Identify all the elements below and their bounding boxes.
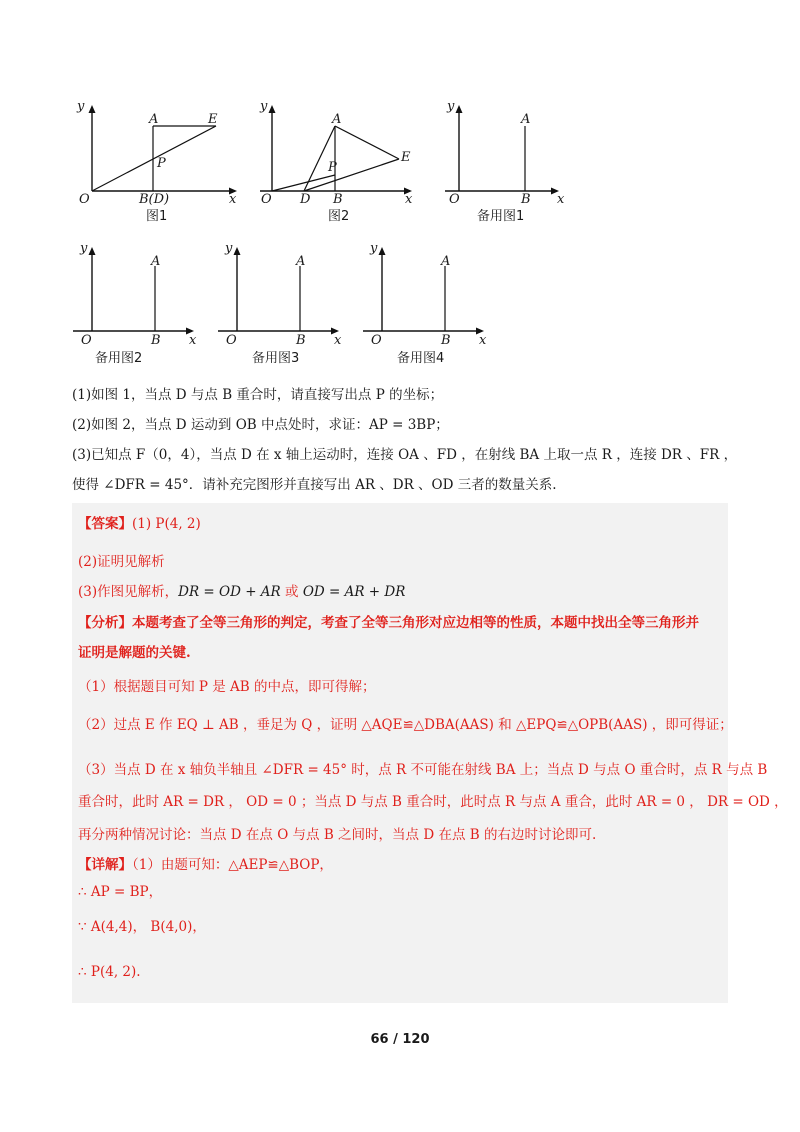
answer-2: (2)证明见解析 [78, 554, 165, 570]
fig5-x-label: x [334, 333, 342, 348]
fig3-b-label: B [521, 192, 531, 207]
figure-1 [65, 95, 245, 230]
fig4-o-label: O [81, 333, 92, 348]
fig6-x-label: x [479, 333, 487, 348]
figure-2 [245, 95, 425, 230]
page-number: 66 / 120 [370, 1032, 430, 1047]
fig1-y-label: y [77, 99, 85, 114]
fig2-e-label: E [401, 150, 411, 165]
fig1-a-label: A [149, 112, 159, 127]
fig2-d-label: D [300, 192, 311, 207]
question-2: (2)如图 2，当点 D 运动到 OB 中点处时，求证：AP = 3BP； [72, 417, 449, 433]
fig3-caption: 备用图1 [477, 209, 525, 224]
fig4-y-label: y [80, 241, 88, 256]
answer-1: (1) P(4, 2) [132, 516, 201, 532]
figure-backup-1 [435, 95, 575, 230]
detail-line-1 [78, 856, 333, 874]
analysis-step-3a: （3）当点 D 在 x 轴负半轴且 ∠DFR = 45° 时，点 R 不可能在射线 BA 上；当点 D 与点 O 重合时，点 R 与点 B [78, 762, 768, 778]
analysis-text-2: 证明是解题的关键. [78, 645, 191, 661]
answer-3-eq2: OD = AR + DR [302, 584, 406, 600]
detail-text-1: （1）由题可知：△AEP≌△BOP， [132, 857, 333, 873]
fig4-a-label: A [151, 254, 161, 269]
analysis-line-1 [78, 614, 699, 632]
fig6-b-label: B [441, 333, 451, 348]
detail-text-2: ∴ AP = BP， [78, 884, 163, 900]
answer-line-1 [78, 515, 201, 533]
fig4-x-label: x [189, 333, 197, 348]
fig1-o-label: O [79, 192, 90, 207]
fig6-y-label: y [370, 241, 378, 256]
fig2-p-label: P [328, 160, 337, 175]
fig3-y-label: y [447, 99, 455, 114]
fig4-caption: 备用图2 [95, 351, 143, 366]
analysis-step-2: （2）过点 E 作 EQ ⊥ AB ，垂足为 Q ，证明 △AQE≌△DBA(AAS) 和 △EPQ≌△OPB(AAS) ，即可得证； [78, 717, 733, 733]
answer-3-or: 或 [285, 584, 299, 600]
question-1: (1)如图 1，当点 D 与点 B 重合时，请直接写出点 P 的坐标； [72, 387, 444, 403]
question-3-line-2: 使得 ∠DFR = 45°．请补充完图形并直接写出 AR 、DR 、OD 三者的数量关系. [72, 477, 557, 493]
fig5-y-label: y [225, 241, 233, 256]
fig6-caption: 备用图4 [397, 351, 445, 366]
detail-label: 【详解】 [78, 857, 132, 873]
answer-3-prefix: (3)作图见解析， [78, 584, 179, 600]
fig5-b-label: B [296, 333, 306, 348]
fig2-x-label: x [405, 192, 413, 207]
fig3-x-label: x [557, 192, 565, 207]
fig1-e-label: E [208, 112, 218, 127]
detail-text-4: ∴ P(4, 2). [78, 964, 141, 980]
fig1-b-label: B(D) [139, 192, 170, 207]
analysis-step-1: （1）根据题目可知 P 是 AB 的中点，即可得解； [78, 679, 376, 695]
fig4-b-label: B [151, 333, 161, 348]
answer-section [72, 503, 788, 1003]
figure-backup-2 [65, 240, 205, 370]
fig1-x-label: x [229, 192, 237, 207]
analysis-step-3c: 再分两种情况讨论：当点 D 在点 O 与点 B 之间时，当点 D 在点 B 的右边时讨论即可. [78, 827, 597, 843]
figure-backup-3 [210, 240, 350, 370]
fig2-y-label: y [260, 99, 268, 114]
analysis-text-1: 本题考查了全等三角形的判定，考查了全等三角形对应边相等的性质，本题中找出全等三角形并 [132, 615, 699, 631]
fig5-a-label: A [296, 254, 306, 269]
fig5-caption: 备用图3 [252, 351, 300, 366]
fig2-o-label: O [261, 192, 272, 207]
fig1-caption: 图1 [146, 209, 168, 224]
fig6-a-label: A [441, 254, 451, 269]
fig2-b-label: B [333, 192, 343, 207]
fig5-o-label: O [226, 333, 237, 348]
question-3-line-1: (3)已知点 F（0，4），当点 D 在 x 轴上运动时，连接 OA 、FD ，在射线 BA 上取一点 R ，连接 DR 、FR ， [72, 447, 738, 463]
analysis-label: 【分析】 [78, 615, 132, 631]
fig3-o-label: O [449, 192, 460, 207]
figure-backup-4 [355, 240, 495, 370]
fig2-caption: 图2 [328, 209, 350, 224]
fig1-p-label: P [157, 156, 166, 171]
detail-text-3: ∵ A(4,4)， B(4,0)， [78, 919, 206, 935]
answer-3-eq1: DR = OD + AR [178, 584, 281, 600]
analysis-step-3b: 重合时，此时 AR = DR ， OD = 0 ；当点 D 与点 B 重合时，此时点 R 与点 A 重合，此时 AR = 0 ， DR = OD ， [78, 794, 788, 810]
answer-line-3 [78, 583, 405, 601]
answer-label: 【答案】 [78, 516, 132, 532]
fig6-o-label: O [371, 333, 382, 348]
fig2-a-label: A [332, 112, 342, 127]
fig3-a-label: A [521, 112, 531, 127]
